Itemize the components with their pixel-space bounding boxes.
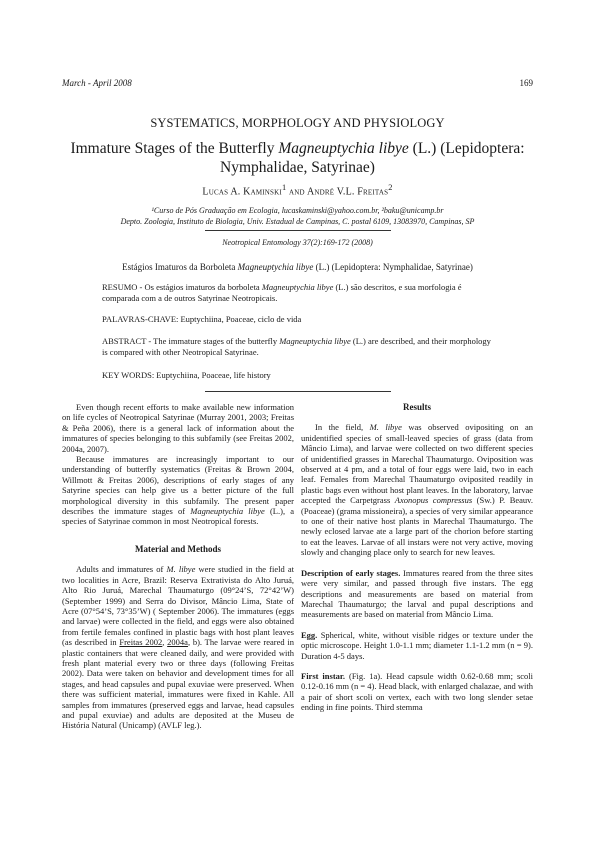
ptitle-part2: (L.) (Lepidoptera: Nymphalidae, Satyrinae) xyxy=(313,262,473,272)
affiliation xyxy=(40,205,555,227)
resumo xyxy=(102,282,494,304)
abstract xyxy=(102,336,494,358)
page-number: 169 xyxy=(519,78,533,88)
affiliation-line-2: Depto. Zoologia, Instituto de Biologia, Univ. Estadual de Campinas, C. postal 6109, 13083970, Campinas, SP xyxy=(120,217,475,226)
author-1-affiliation-mark: 1 xyxy=(281,183,287,192)
left-column xyxy=(62,402,294,731)
methods-text-1: Adults and immatures of xyxy=(76,564,167,575)
right-column xyxy=(301,402,533,713)
egg-text: Spherical, white, without visible ridges or texture under the optic microscope. Height 1.0-1.1 mm; diameter 1.1-1.2 mm (n = 9). Duration 4-5 days. xyxy=(301,629,533,661)
resumo-part2: (L.) são descritos, e sua morfologia é comparada com a de outros Satyrinae Neotropicais. xyxy=(102,282,462,303)
abstract-part2: (L.) are described, and their morphology is compared with other Neotropical Satyrinae. xyxy=(102,336,491,357)
author-conjunction: and xyxy=(286,186,307,198)
early-stages-paragraph xyxy=(301,568,533,620)
author-1: Lucas A. Kaminski xyxy=(202,186,282,198)
methods-text-3: , b). The larvae were reared in plastic containers that were cleaned daily, and were provided with fresh plant material every two or three days (following Freitas 2002). Data were taken on behavior and development times for all stages, and head capsules and pupal exuviae were preserved. When there was sufficient material, immatures were fixed in Kahle. All samples from immatures (preserved eggs and larvae, head capsules and pupal exuviae) and adults are deposited at the Museu de História Natural (Unicamp) (AVLF leg.). xyxy=(62,637,295,731)
results-p1-text-3: (Sw.) P. Beauv. (Poaceae) (grama missioneira), a species of very similar appearance to one of their native host plants in Marechal Thaumaturgo. The newly eclosed larvae ate a large part of the chorion before starting to eat the leaves. Larvae of all instars were not very active, moving slowly and changing place only to search for new leaves. xyxy=(301,495,533,558)
title-species: Magneuptychia libye xyxy=(278,140,409,157)
intro-paragraph-2 xyxy=(62,454,294,527)
intro-paragraph-1: Even though recent efforts to make available new information on life cycles of Neotropical Satyrinae (Murray 2001, 2003; Freitas & Peña 2006), there is a general lack of information about the immatures of species belonging to this subfamily (see Freitas 2002, 2004a, 2007). xyxy=(62,402,294,454)
section-heading: SYSTEMATICS, MORPHOLOGY AND PHYSIOLOGY xyxy=(150,116,445,130)
intro-p2-text: Because immatures are increasingly important to our understanding of butterfly systematics (Freitas & Brown 2004, Willmott & Freitas 2006), descriptions of early stages of any Satyrine species can help give us a better picture of the full morphological diversity in this subfamily. The present paper describes the immature stages of xyxy=(62,454,294,517)
palavras-chave: PALAVRAS-CHAVE: Euptychiina, Poaceae, ciclo de vida xyxy=(102,314,302,324)
results-paragraph-1 xyxy=(301,422,533,557)
methods-text-2: were studied in the field at two localities in Acre, Brazil: Reserva Extrativista do Alto Juruá, Alto Rio Juruá, Marechal Thaumaturgo (09°24’S, 72°42’W) (September 1999) and Serra do Divisor, Mâncio Lima, State of Acre (07°54’S, 73°35’W) ( September 2006). The immatures (eggs and larvae) were collected in the field, and eggs were also obtained from fertile females confined in plastic bags with host plant leaves (as described in xyxy=(62,564,294,648)
author-list xyxy=(0,183,595,197)
methods-paragraph xyxy=(62,564,294,731)
first-instar-text: (Fig. 1a). Head capsule width 0.62-0.68 mm; scoli 0.12-0.16 mm (n = 4). Head black, with enlarged chalazae, and with a pair of short scoli on vertex, each with two long slender setae ending in fine points. Third stemma xyxy=(301,670,534,713)
affiliation-line-1: ¹Curso de Pós Graduação em Ecologia, lucaskaminski@yahoo.com.br, ²baku@unicamp.br xyxy=(151,206,444,215)
journal-reference: Neotropical Entomology 37(2):169-172 (2008) xyxy=(222,238,373,247)
methods-ref-separator: , xyxy=(162,637,168,648)
early-stages-text: Immatures reared from the three sites were very similar, and passed through five instars. The egg descriptions and measurements are based on material from Marechal Thaumaturgo; the larval and pupal descriptions and measurements are based on material from Mâncio Lima. xyxy=(301,567,533,620)
results-heading: Results xyxy=(402,402,431,412)
results-p1-species-2: Axonopus compressus xyxy=(394,495,473,506)
divider-top xyxy=(205,230,391,231)
first-instar-heading: First instar. xyxy=(301,670,346,681)
resumo-species: Magneuptychia libye xyxy=(261,282,334,292)
author-2-affiliation-mark: 2 xyxy=(388,183,393,192)
ptitle-species: Magneuptychia libye xyxy=(237,262,314,272)
title-part1: Immature Stages of the Butterfly xyxy=(70,140,279,157)
egg-heading: Egg. xyxy=(301,629,318,640)
resumo-part1: RESUMO - Os estágios imaturos da borboleta xyxy=(102,282,262,292)
citation-link-freitas-2002[interactable]: Freitas 2002 xyxy=(119,637,163,648)
key-words: KEY WORDS: Euptychiina, Poaceae, life history xyxy=(102,370,271,380)
divider-bottom xyxy=(205,391,391,392)
author-2: André V.L. Freitas xyxy=(306,186,389,198)
running-header-date: March - April 2008 xyxy=(62,78,132,88)
first-instar-paragraph xyxy=(301,671,533,713)
results-p1-text-1: In the field, xyxy=(315,422,370,433)
results-p1-species: M. libye xyxy=(369,422,402,433)
citation-link-2004a[interactable]: 2004a xyxy=(167,637,188,648)
early-stages-heading: Description of early stages. xyxy=(301,567,401,578)
ptitle-part1: Estágios Imaturos da Borboleta xyxy=(122,262,238,272)
portuguese-title xyxy=(40,262,555,272)
material-methods-heading: Material and Methods xyxy=(135,543,221,554)
intro-p2-species: Magneuptychia libye xyxy=(190,506,265,517)
abstract-species: Magneuptychia libye xyxy=(279,336,351,346)
intro-p2-text-end: (L.), a species of Satyrinae common in most Neotropical forests. xyxy=(62,506,295,527)
results-p1-text-2: was observed ovipositing on an unidentified species of small-leaved species of grass (data from Mâncio Lima), and larvae were collected on two different species of unidentified grasses in Marechal Thaumaturgo. Oviposition was observed at 4 pm, and a total of four eggs were laid, two in each leaf. Females from Marechal Thaumaturgo oviposited readily in plastic bags even without host plant leaves. In the laboratory, larvae accepted the Carpetgrass xyxy=(301,422,533,506)
abstract-part1: ABSTRACT - The immature stages of the butterfly xyxy=(102,336,280,346)
egg-paragraph xyxy=(301,630,533,661)
article-title xyxy=(40,139,555,177)
methods-species: M. libye xyxy=(166,564,196,575)
title-part2: (L.) (Lepidoptera: Nymphalidae, Satyrinae) xyxy=(220,140,525,176)
